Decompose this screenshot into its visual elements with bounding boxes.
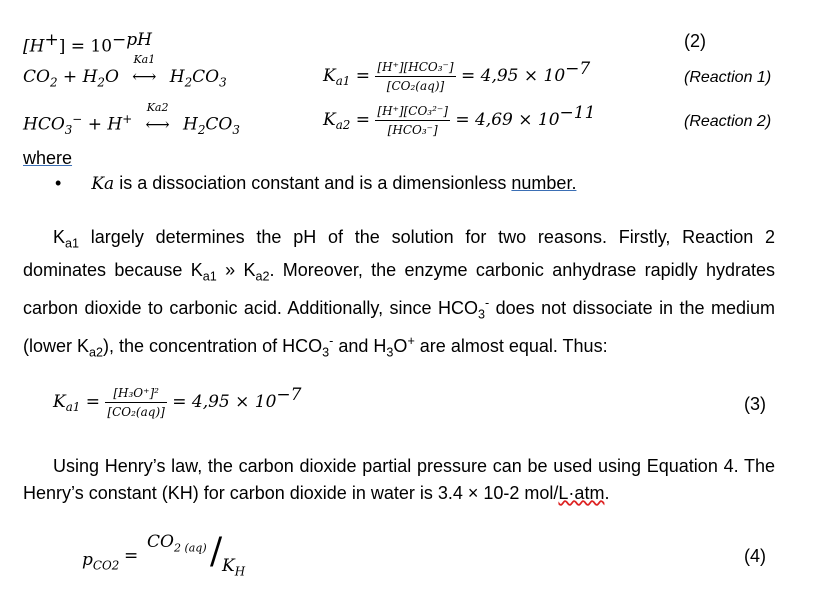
r2-arrow [138,100,178,135]
eq3-fraction [105,386,166,419]
r1-value: = 4,95 × 10 [460,66,566,87]
bullet-text: is a dissociation constant and is a dimensionless [114,173,512,193]
r2-plus: + H [82,114,123,135]
eq3-value: = 4,95 × 10 [172,392,277,413]
r1-arrow-label: Ka1 [133,53,156,66]
reaction2-tag: (Reaction 2) [684,113,772,130]
r2-hco-sup: − [72,112,83,126]
r2-hco-sub: 3 [64,123,73,138]
reaction2-equation [23,100,240,138]
p1-t2: largely determines the pH of the solution for two reasons. Firstly, Reaction 2 dominates because K [23,227,775,281]
p1-t4: . Moreover, the enzyme carbonic anhydrase rapidly hydrates carbon dioxide to carbonic acid. Additionally, since HCO [23,260,775,319]
eq3-k-sub: a1 [65,400,81,415]
r1-prod-h-sub: 2 [184,75,193,90]
r2-prod-h-sub: 2 [197,123,206,138]
r2-value: = 4,69 × 10 [455,110,560,131]
p1-t6s: 3 [322,345,330,360]
p1-t9: are almost equal. Thus: [414,336,608,357]
r1-arrow-glyph: ⟷ [132,67,157,87]
p1-t6: ), the concentration of HCO [103,336,323,357]
p1-t7s: 3 [386,345,394,360]
r1-k: K [323,66,336,87]
r1-frac-num: [H⁺][HCO₃⁻] [375,60,455,77]
eq4-kh-sub: H [234,564,246,579]
r2-arrow-label: Ka2 [146,100,169,114]
equation-4 [82,530,282,580]
eq4-p: p [82,550,93,570]
reaction1-equation [23,53,227,90]
eq2-rhs: ] = 10 [58,36,113,57]
reaction1-tag: (Reaction 1) [684,69,772,86]
eq4-top-sub: 2 (aq) [173,541,207,555]
p1-t5s: a2 [89,345,104,360]
r1-h2o-sub: 2 [97,75,105,90]
r2-frac-num: [H⁺][CO₃²⁻] [375,104,450,121]
r1-prod-co: CO [192,67,220,87]
p1-t8sup: + [407,334,415,349]
equation-3 [53,385,301,419]
eq3-frac-num: [H₃O⁺]² [105,386,166,403]
eq2-sup: + [44,30,59,50]
bullet-symbol: Ka [91,174,115,194]
eq3-value-exp: −7 [276,385,302,405]
r2-arrow-glyph: ⟷ [145,114,170,135]
eq4-top: CO [147,532,174,552]
eq3-number: (3) [744,394,766,414]
r1-prod-h: H [169,67,185,87]
bullet-dot: • [55,173,62,193]
r2-value-exp: −11 [559,103,596,123]
r1-o: O [105,67,119,87]
r1-frac-den: [CO₂(aq)] [386,78,445,93]
where-label: where [23,148,73,168]
p1-t8: O [393,336,408,357]
eq4-number: (4) [744,546,766,566]
r1-fraction [375,60,455,93]
p1-t2s: a1 [202,269,217,284]
eq4-slash: / [210,531,223,572]
r1-k-sub: a1 [335,74,351,89]
eq3-frac-den: [CO₂(aq)] [107,404,165,419]
p1-t4sup: - [485,296,490,311]
r1-co-sub: 2 [49,75,58,90]
r2-hco: HCO [23,114,65,135]
p1-t5: does not dissociate in the medium (lower K [23,298,775,357]
p1-t6sup: - [329,334,334,349]
r2-prod-co: CO [205,114,233,135]
r2-prod-h: H [183,114,198,135]
p2-text: Using Henry’s law, the carbon dioxide partial pressure can be used using Equation 4. The Henry’s constant (KH) for carbon dioxide in water is 3.4 × 10-2 mol/ [23,456,775,503]
reaction2-constant [323,103,595,137]
r1-value-exp: −7 [565,59,591,79]
eq4-eq-sign: = [124,546,139,566]
r1-co: CO [23,67,50,87]
p1-t3s: a2 [255,269,270,284]
eq2-number: (2) [684,31,706,51]
r1-plus: + H [57,67,98,87]
r2-k: K [323,110,336,131]
p1-t3: » K [216,260,256,281]
paragraph-henry [23,453,775,506]
reaction1-constant [323,59,590,93]
r2-prod-co-sub: 3 [232,123,240,138]
eq4-p-sub: CO2 [92,558,120,573]
paragraph-ka1 [23,224,775,366]
bullet-item [55,173,576,194]
p2-spelling-flag: L·atm [558,482,605,503]
r2-frac-den: [HCO₃⁻] [387,122,438,137]
p1-t1s: a1 [65,236,80,251]
r2-fraction [375,104,450,137]
bullet-underlined-word: number. [511,173,577,193]
p1-t1: K [53,227,66,247]
p2-end: . [604,482,610,503]
p1-t7: and H [333,336,387,357]
r2-eq-sign: = [355,110,371,131]
r1-arrow [124,53,164,87]
eq3-eq-sign: = [85,392,101,413]
r1-prod-co-sub: 3 [219,75,227,90]
eq2-lhs: [H [23,36,45,57]
eq2-exp: −pH [112,30,152,50]
p1-t4s: 3 [477,307,485,322]
eq4-kh: K [222,556,235,576]
r2-k-sub: a2 [335,118,351,133]
r2-plus-sup: + [122,112,133,126]
eq3-k: K [53,392,66,413]
r1-eq-sign: = [355,66,371,87]
